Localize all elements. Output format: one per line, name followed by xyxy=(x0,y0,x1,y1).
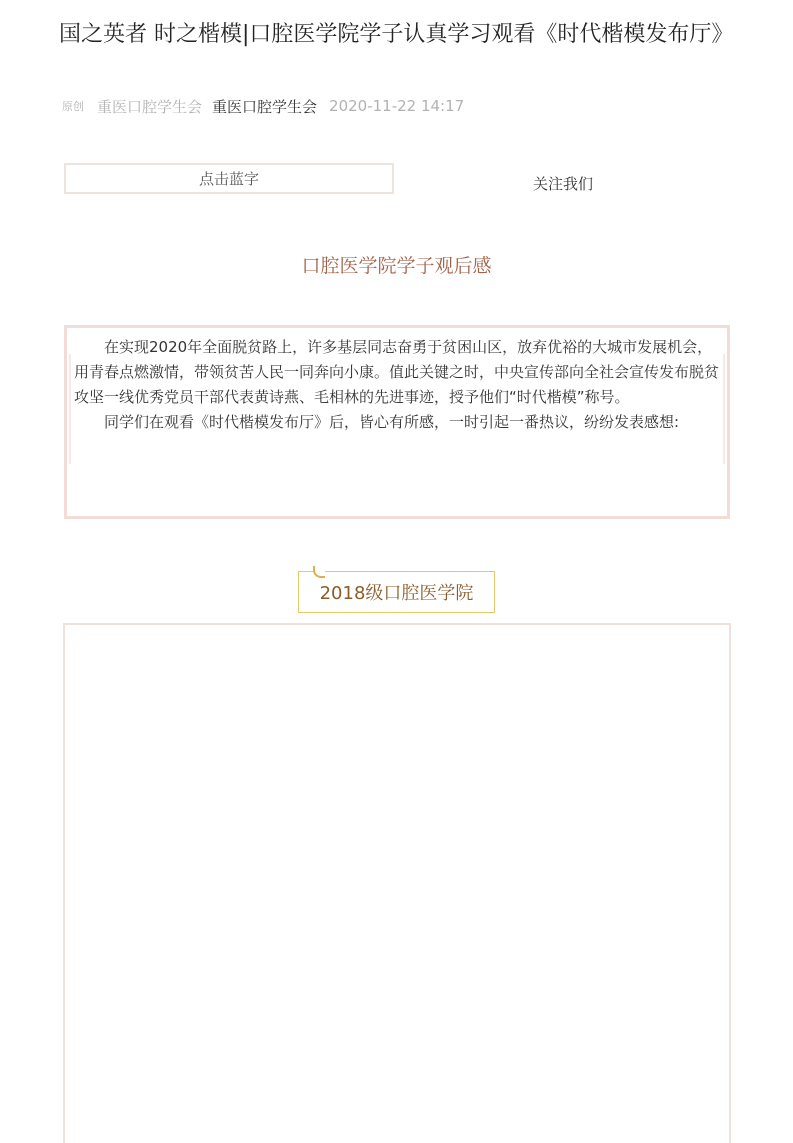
corner-curl-icon xyxy=(313,566,325,578)
intro-box-left-accent xyxy=(69,354,71,464)
original-tag: 原创 xyxy=(62,100,84,113)
content-frame xyxy=(63,623,731,1143)
article-title: 国之英者 时之楷模|口腔医学院学子认真学习观看《时代楷模发布厅》 xyxy=(59,22,734,47)
intro-box xyxy=(64,325,730,519)
publish-date: 2020-11-22 14:17 xyxy=(329,97,465,115)
click-blue-text-box xyxy=(64,163,394,194)
article-meta xyxy=(62,96,464,116)
intro-paragraph: 在实现2020年全面脱贫路上，许多基层同志奋勇于贫困山区，放弃优裕的大城市发展机会，用青春点燃激情，带领贫苦人民一同奔向小康。值此关键之时，中央宣传部向全社会宣传发布脱贫攻坚一线优秀党员干部代表黄诗燕、毛相林的先进事迹，授予他们“时代楷模”称号。 xyxy=(74,338,720,406)
account-link[interactable]: 重医口腔学生会 xyxy=(212,97,318,116)
class-label: 2018级口腔医学院 xyxy=(319,583,474,604)
intro-paragraph: 同学们在观看《时代楷模发布厅》后，皆心有所感，一时引起一番热议，纷纷发表感想: xyxy=(104,413,680,431)
section-heading: 口腔医学院学子观后感 xyxy=(301,255,492,277)
follow-us-text: 关注我们 xyxy=(533,175,594,193)
intro-text xyxy=(74,335,724,435)
class-label-tag xyxy=(298,571,495,613)
click-blue-text-label: 点击蓝字 xyxy=(198,170,259,188)
author-name: 重医口腔学生会 xyxy=(97,97,203,116)
